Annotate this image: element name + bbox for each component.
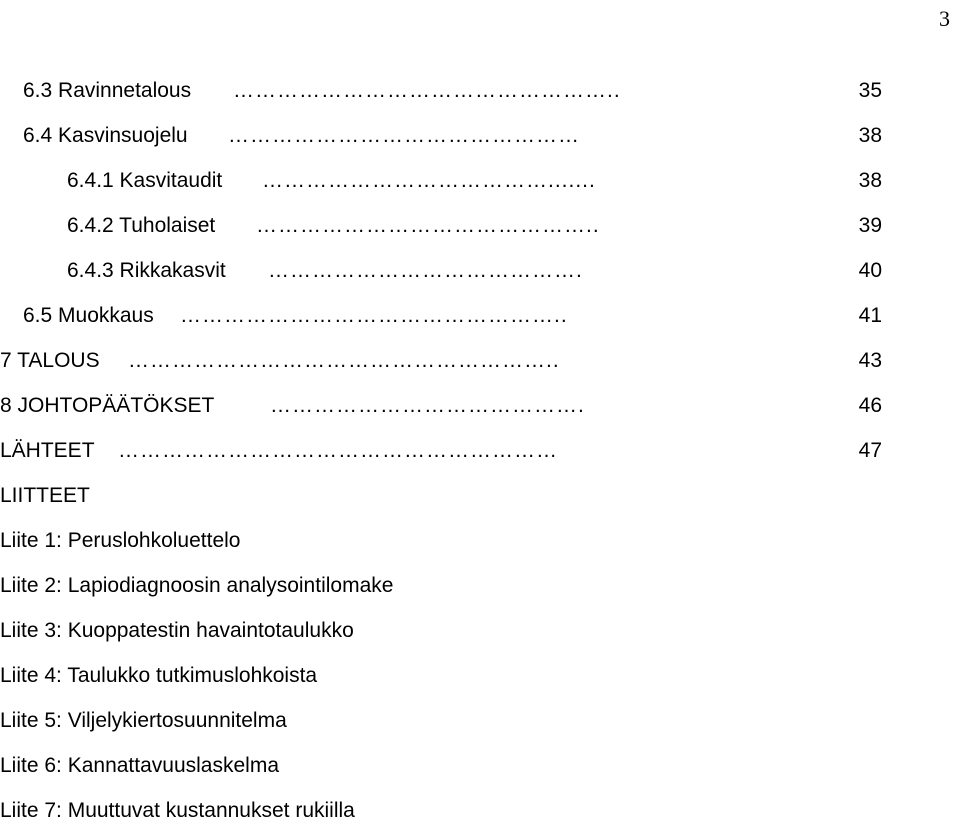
- toc-entry[interactable]: [0, 338, 960, 383]
- toc-entry-leader: ………………………………….......: [262, 169, 596, 192]
- toc-entry[interactable]: [0, 113, 960, 158]
- toc-entry-page: 47: [858, 439, 882, 462]
- toc-entry-page: 38: [858, 169, 882, 192]
- toc-entry[interactable]: [0, 248, 960, 293]
- toc-entry-page: 46: [858, 394, 882, 417]
- toc-entry-label: 6.4.1 Kasvitaudit: [67, 169, 223, 192]
- toc-entry-label: 6.4 Kasvinsuojelu: [23, 124, 188, 147]
- toc-entry-leader: ……………………………………………………: [118, 439, 558, 462]
- toc-entry-label: 6.3 Ravinnetalous: [23, 79, 192, 102]
- toc-entry-label: 7 TALOUS: [0, 349, 100, 372]
- appendix-list: [0, 473, 393, 833]
- toc-entry-label: 6.4.3 Rikkakasvit: [67, 259, 226, 282]
- toc-entry-leader: …………………………………….: [270, 394, 585, 417]
- toc-entry[interactable]: [0, 383, 960, 428]
- toc-entry[interactable]: [0, 68, 960, 113]
- toc-entry-leader: ……………………………………………..: [233, 79, 621, 102]
- appendix-heading: LIITTEET: [0, 484, 90, 507]
- appendix-item: Liite 5: Viljelykiertosuunnitelma: [0, 709, 287, 732]
- toc-entry-page: 43: [858, 349, 882, 372]
- toc-entry-leader: …………………………………………………..: [128, 349, 560, 372]
- toc-entry-label: LÄHTEET: [0, 439, 95, 462]
- toc-entry-label: 8 JOHTOPÄÄTÖKSET: [0, 394, 215, 417]
- appendix-item: Liite 3: Kuoppatestin havaintotaulukko: [0, 619, 354, 642]
- toc-entry[interactable]: [0, 428, 960, 473]
- toc-entry-label: 6.5 Muokkaus: [23, 304, 154, 327]
- table-of-contents: [0, 68, 960, 473]
- toc-entry[interactable]: [0, 293, 960, 338]
- appendix-item: Liite 7: Muuttuvat kustannukset rukiilla: [0, 799, 355, 822]
- appendix-item: Liite 1: Peruslohkoluettelo: [0, 529, 241, 552]
- appendix-item: Liite 2: Lapiodiagnoosin analysointilomake: [0, 574, 394, 597]
- toc-entry-leader: ……………………………………………..: [180, 304, 568, 327]
- toc-entry-page: 35: [858, 79, 882, 102]
- toc-entry-label: 6.4.2 Tuholaiset: [67, 214, 216, 237]
- appendix-item: Liite 6: Kannattavuuslaskelma: [0, 754, 279, 777]
- toc-entry-leader: ………………………………………..: [256, 214, 600, 237]
- toc-entry-page: 39: [858, 214, 882, 237]
- toc-entry-page: 41: [858, 304, 882, 327]
- toc-entry-leader: …………………………………….: [268, 259, 583, 282]
- toc-entry-page: 40: [858, 259, 882, 282]
- toc-entry[interactable]: [0, 203, 960, 248]
- appendix-item: Liite 4: Taulukko tutkimuslohkoista: [0, 664, 318, 687]
- toc-entry-leader: …………………………………………: [228, 124, 580, 147]
- toc-entry-page: 38: [858, 124, 882, 147]
- page-number: 3: [939, 6, 950, 31]
- toc-entry[interactable]: [0, 158, 960, 203]
